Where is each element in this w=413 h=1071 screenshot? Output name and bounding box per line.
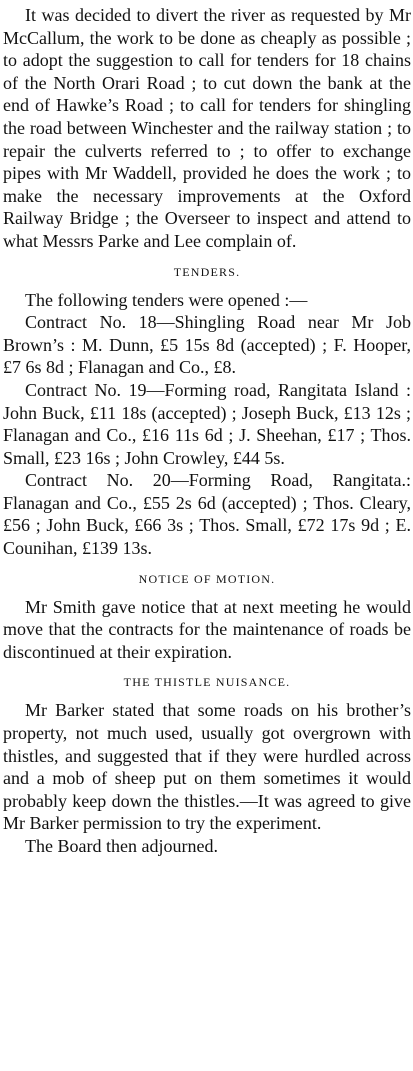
contract-20-paragraph: Contract No. 20—Forming Road, Rangitata.: Flanagan and Co., £55 2s 6d (accepted) ; Thos. Cleary, £56 ; John Buck, £66 3s ; Thos. Small, £72 17s 9d ; E. Counihan, £139 13s. [3,470,411,559]
river-diversion-paragraph: It was decided to divert the river as requested by Mr McCallum, the work to be done as cheaply as possible ; to adopt the suggestion to call for tenders for 18 chains of the North Orari Road ; to cut down the bank at the end of Hawke’s Road ; to call for tenders for shingling the road between Winchester and the railway station ; to repair the culverts referred to ; to offer to exchange pipes with Mr Waddell, provided he does the work ; to make the necessary improvements at the Oxford Railway Bridge ; the Overseer to inspect and attend to what Messrs Parke and Lee complain of. [3,5,411,251]
thistle-paragraph: Mr Barker stated that some roads on his brother’s property, not much used, usually got overgrown with thistles, and suggested that if they were hurdled across and a mob of sheep put on them sometimes it would probably keep down the thistles.—It was agreed to give Mr Barker permission to try the experiment. [3,700,411,834]
notice-of-motion-heading: NOTICE OF MOTION. [138,571,276,586]
contract-19-paragraph: Contract No. 19—Forming road, Rangitata Island : John Buck, £11 18s (accepted) ; Joseph Buck, £13 12s ; Flanagan and Co., £16 11s 6d ; J. Sheehan, £17 ; Thos. Small, £23 16s ; John Crowley, £44 5s. [3,379,411,468]
tenders-heading: TENDERS. [173,264,241,279]
tenders-intro-paragraph: The following tenders were opened :— [25,289,308,310]
adjourned-paragraph: The Board then adjourned. [25,836,218,856]
contract-18-paragraph: Contract No. 18—Shingling Road near Mr Job Brown’s : M. Dunn, £5 15s 8d (accepted) ; F. Hooper, £7 6s 8d ; Flanagan and Co., £8. [3,312,411,378]
notice-paragraph: Mr Smith gave notice that at next meeting he would move that the contracts for the maintenance of roads be discontinued at their expiration. [3,596,411,662]
thistle-nuisance-heading: THE THISTLE NUISANCE. [123,675,291,690]
